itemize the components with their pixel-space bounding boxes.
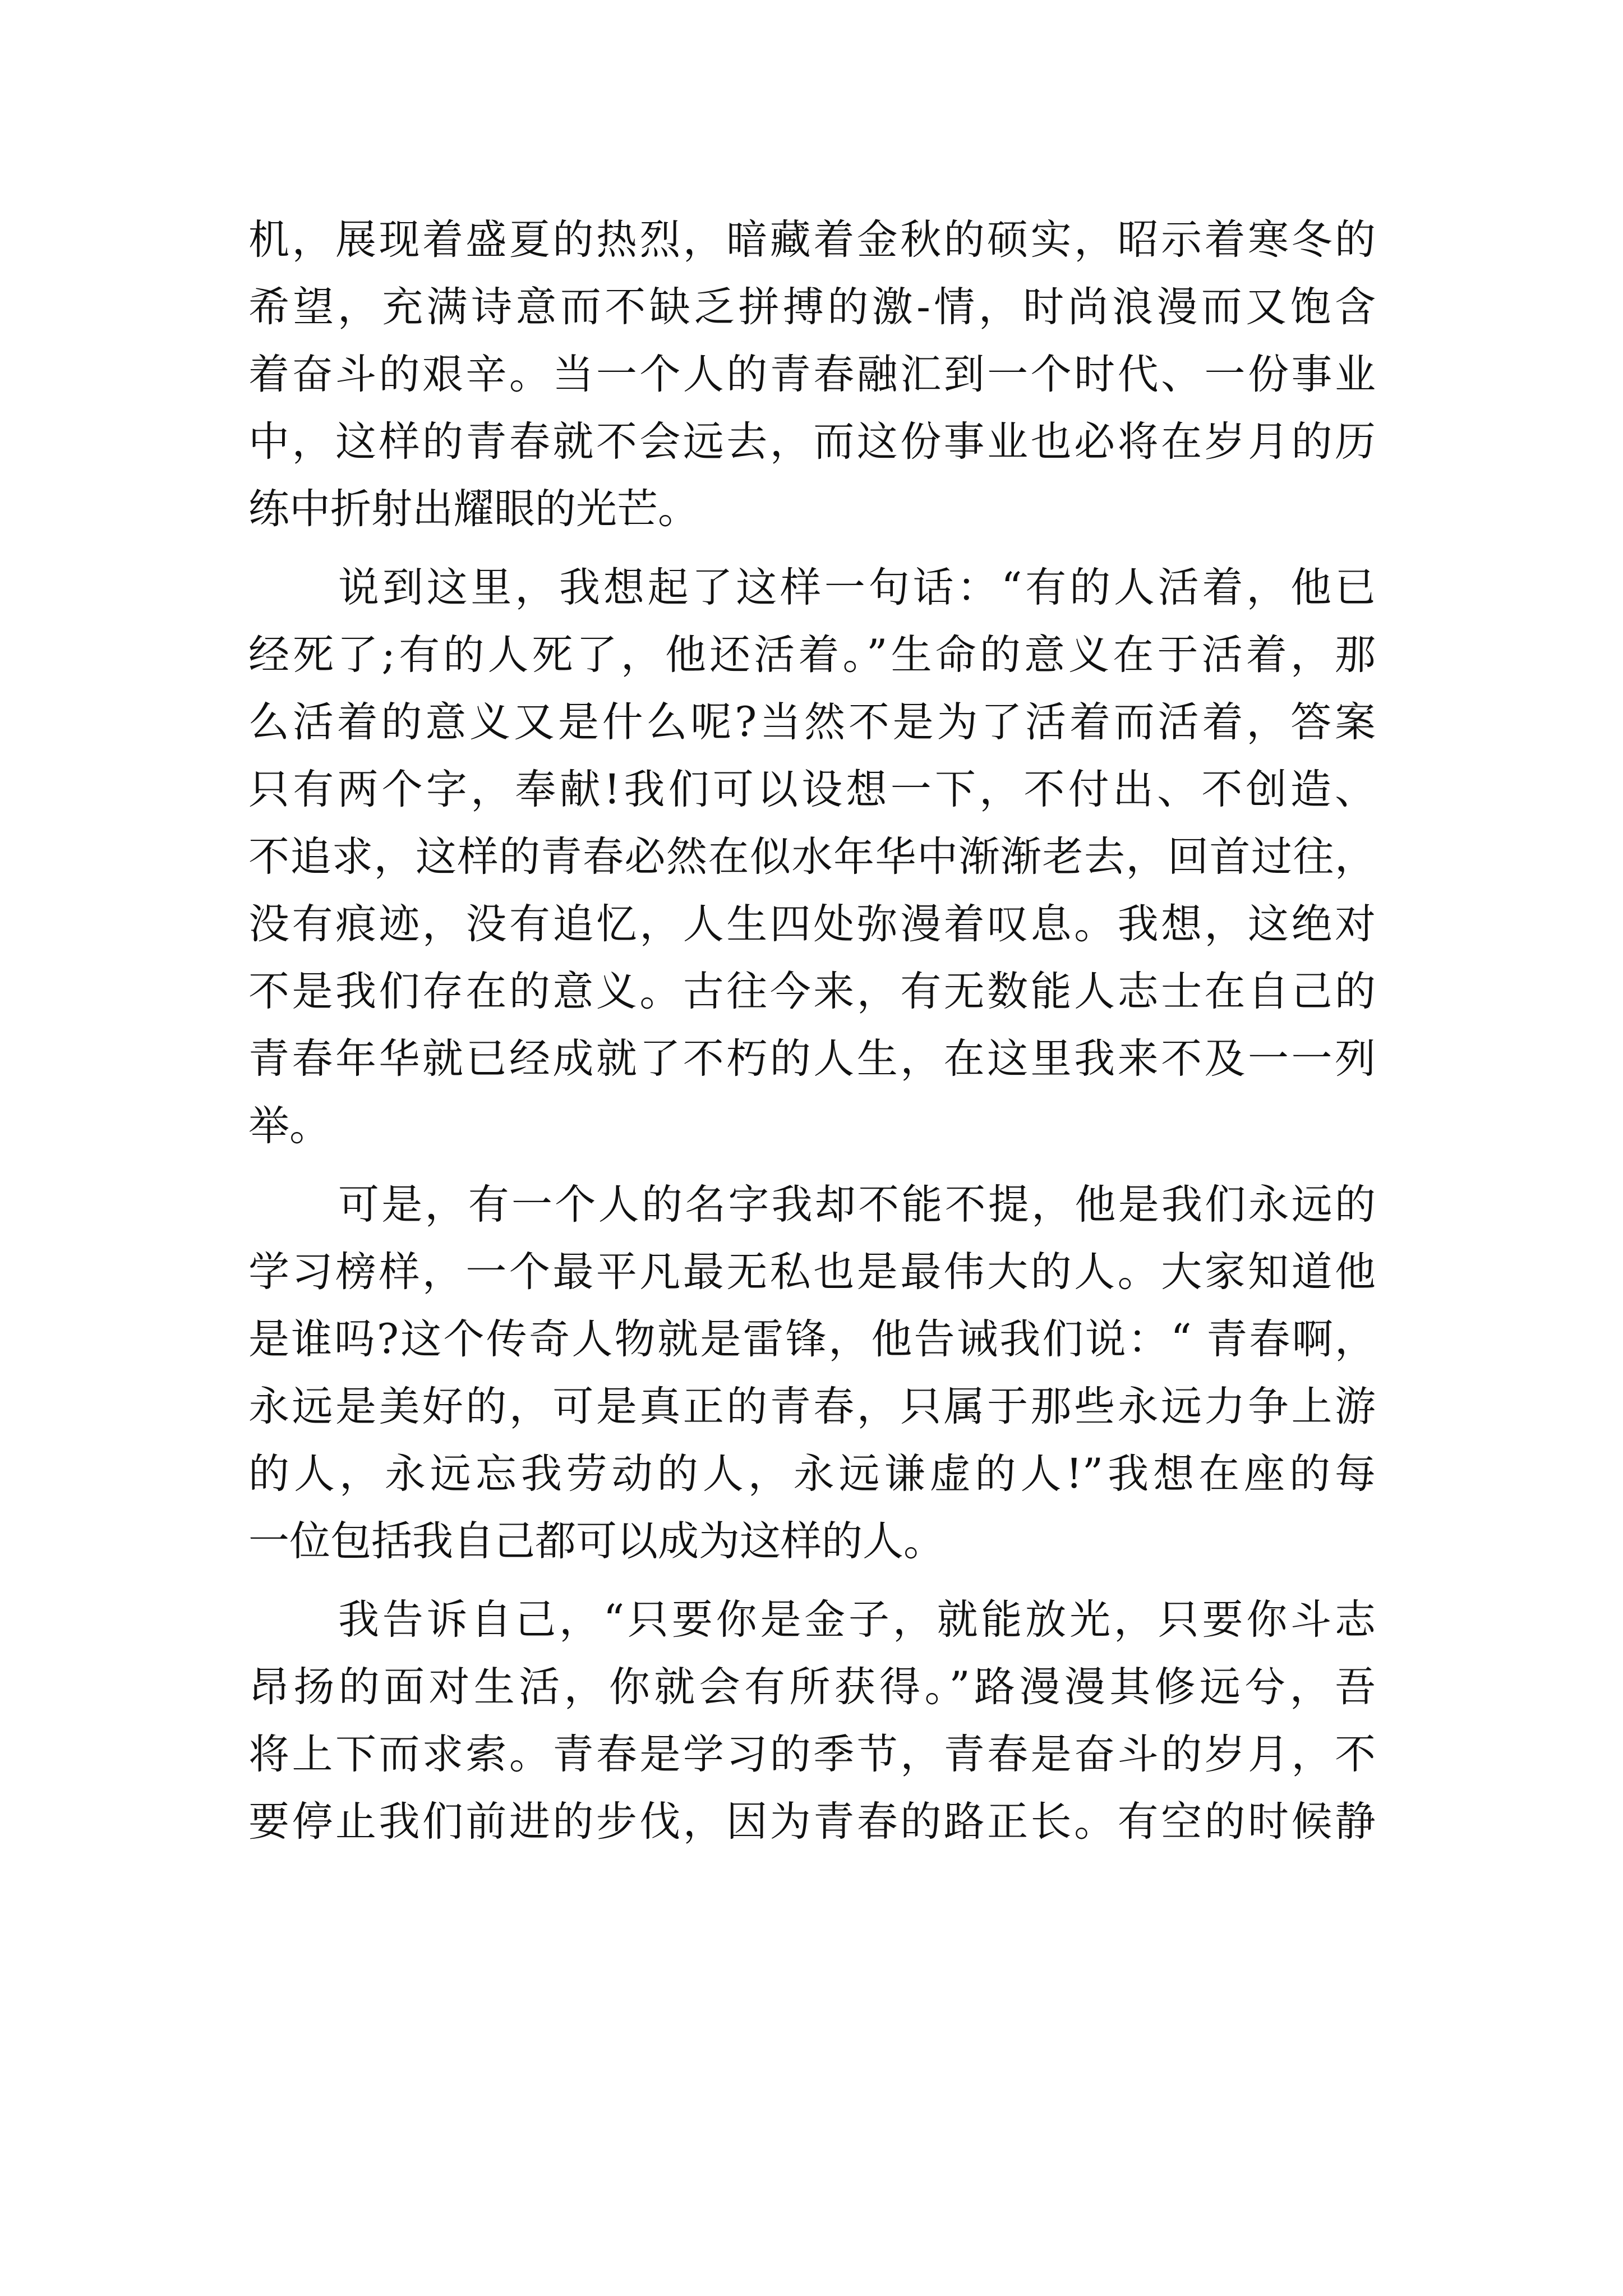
text-line: 青春年华就已经成就了不朽的人生，在这里我来不及一一列 bbox=[248, 1035, 1376, 1083]
text-line: 说到这里，我想起了这样一句话：“有的人活着，他已 bbox=[338, 564, 1376, 611]
text-line: 可是，有一个人的名字我却不能不提，他是我们永远的 bbox=[338, 1181, 1376, 1228]
text-line: 练中折射出耀眼的光芒。 bbox=[248, 485, 699, 533]
text-line: 没有痕迹，没有追忆，人生四处弥漫着叹息。我想，这绝对 bbox=[248, 900, 1376, 948]
text-line: 将上下而求索。青春是学习的季节，青春是奋斗的岁月，不 bbox=[248, 1731, 1376, 1778]
text-line: 我告诉自己，“只要你是金子，就能放光，只要你斗志 bbox=[338, 1596, 1376, 1644]
text-line: 是谁吗?这个传奇人物就是雷锋，他告诫我们说：“ 青春啊， bbox=[248, 1315, 1376, 1363]
text-line: 着奋斗的艰辛。当一个人的青春融汇到一个时代、一份事业 bbox=[248, 351, 1376, 398]
text-line: 中，这样的青春就不会远去，而这份事业也必将在岁月的历 bbox=[248, 418, 1376, 466]
text-line: 希望，充满诗意而不缺乏拼搏的激-情，时尚浪漫而又饱含 bbox=[248, 283, 1376, 331]
text-line: 一位包括我自己都可以成为这样的人。 bbox=[248, 1517, 944, 1565]
text-line: 么活着的意义又是什么呢?当然不是为了活着而活着，答案 bbox=[248, 698, 1376, 746]
text-line: 不是我们存在的意义。古往今来，有无数能人志士在自己的 bbox=[248, 968, 1376, 1015]
text-line: 只有两个字，奉献!我们可以设想一下，不付出、不创造、 bbox=[248, 766, 1376, 813]
text-line: 学习榜样，一个最平凡最无私也是最伟大的人。大家知道他 bbox=[248, 1248, 1376, 1296]
text-line: 举。 bbox=[248, 1102, 330, 1150]
text-line: 经死了;有的人死了，他还活着。”生命的意义在于活着，那 bbox=[248, 631, 1376, 679]
text-line: 要停止我们前进的步伐，因为青春的路正长。有空的时候静 bbox=[248, 1798, 1376, 1846]
text-line: 不追求，这样的青春必然在似水年华中渐渐老去，回首过往， bbox=[248, 833, 1376, 881]
text-line: 永远是美好的，可是真正的青春，只属于那些永远力争上游 bbox=[248, 1383, 1376, 1430]
text-line: 的人，永远忘我劳动的人，永远谦虚的人!”我想在座的每 bbox=[248, 1450, 1376, 1498]
text-line: 昂扬的面对生活，你就会有所获得。”路漫漫其修远兮，吾 bbox=[248, 1663, 1376, 1711]
text-line: 机，展现着盛夏的热烈，暗藏着金秋的硕实，昭示着寒冬的 bbox=[248, 216, 1376, 264]
